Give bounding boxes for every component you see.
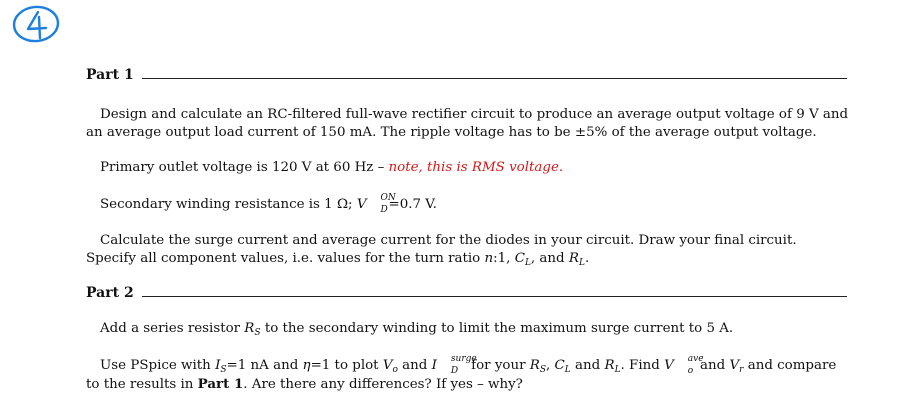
handwritten-circled-number-icon <box>10 4 62 44</box>
use-text-4: and <box>397 358 432 373</box>
add-post-text: to the secondary winding to limit the maximum surge current to 5 A. <box>260 321 734 336</box>
vo-subscript: o <box>392 365 398 375</box>
part1-calculate-paragraph <box>86 232 850 268</box>
secondary-tail: =0.7 V. <box>388 197 437 212</box>
vr-symbol: V <box>729 358 740 373</box>
part2-pspice-paragraph <box>86 354 850 394</box>
calc-text: Calculate the surge current and average current for the diodes in your circuit. Draw your final circuit. Specify all component values, i.e. values for the turn ratio <box>86 233 797 266</box>
id-symbol: I <box>431 358 437 373</box>
is-subscript: S <box>220 365 227 375</box>
use-text-7: and <box>570 358 605 373</box>
cl-symbol: C <box>514 251 525 266</box>
ratio-text: :1, <box>493 251 515 266</box>
use-text-5: for your <box>466 358 530 373</box>
part2-label: Part 2 <box>86 285 134 301</box>
rl-subscript: L <box>578 258 585 268</box>
part2-rule <box>142 296 847 297</box>
part2-add-paragraph <box>86 320 850 338</box>
rl-symbol: R <box>568 251 579 266</box>
rs-subscript: S <box>254 328 261 338</box>
rs-symbol: R <box>244 321 255 336</box>
is-symbol: I <box>215 358 221 373</box>
and-text: , and <box>530 251 569 266</box>
secondary-text: Secondary winding resistance is 1 Ω; <box>100 197 357 212</box>
part1-rule <box>142 78 847 79</box>
part1-primary-paragraph <box>86 159 850 177</box>
rl2-subscript: L <box>614 365 621 375</box>
rs2-symbol: R <box>529 358 540 373</box>
calc-end: . <box>584 251 590 266</box>
use-text-10: and compare to the results in <box>86 358 837 392</box>
use-text-8: . Find <box>620 358 665 373</box>
vd-symbol: V <box>356 197 367 212</box>
vave-superscript: ave <box>687 354 704 364</box>
cl2-symbol: C <box>554 358 565 373</box>
vave-subscript: o <box>687 366 694 376</box>
use-text-2: =1 nA and <box>226 358 303 373</box>
cl-subscript: L <box>524 258 531 268</box>
vo-symbol: V <box>382 358 393 373</box>
rl2-symbol: R <box>604 358 615 373</box>
part1-secondary-paragraph <box>86 193 850 215</box>
rms-note: note, this is RMS voltage. <box>388 160 564 175</box>
id-scripts <box>437 354 477 376</box>
vd-scripts <box>367 193 396 215</box>
eta-symbol: η <box>302 358 311 373</box>
cl2-subscript: L <box>564 365 571 375</box>
use-text-11: . Are there any differences? If yes – why? <box>243 377 523 392</box>
part1-reference: Part 1 <box>197 376 244 392</box>
id-superscript: surge <box>450 354 477 364</box>
primary-text: Primary outlet voltage is 120 V at 60 Hz – <box>100 160 389 175</box>
use-text-6: , <box>546 358 555 373</box>
vr-subscript: r <box>739 365 744 375</box>
vd-subscript: D <box>380 205 388 215</box>
use-text-1: Use PSpice with <box>100 358 216 373</box>
use-text-9: and <box>695 358 730 373</box>
vave-scripts <box>674 354 704 376</box>
n-symbol: n <box>484 251 494 266</box>
vd-superscript: ON <box>380 193 396 203</box>
id-subscript: D <box>450 366 459 376</box>
rs2-subscript: S <box>539 365 547 375</box>
part1-design-paragraph: Design and calculate an RC-filtered full-wave rectifier circuit to produce an average output voltage of 9 V and an average output load current of 150 mA. The ripple voltage has to be ±5% of the average output voltage. <box>86 107 849 140</box>
use-text-3: =1 to plot <box>310 358 383 373</box>
add-text: Add a series resistor <box>100 321 245 336</box>
vave-symbol: V <box>664 358 674 373</box>
part2-header <box>86 285 847 301</box>
part1-label: Part 1 <box>86 67 134 83</box>
part1-header <box>86 67 847 83</box>
